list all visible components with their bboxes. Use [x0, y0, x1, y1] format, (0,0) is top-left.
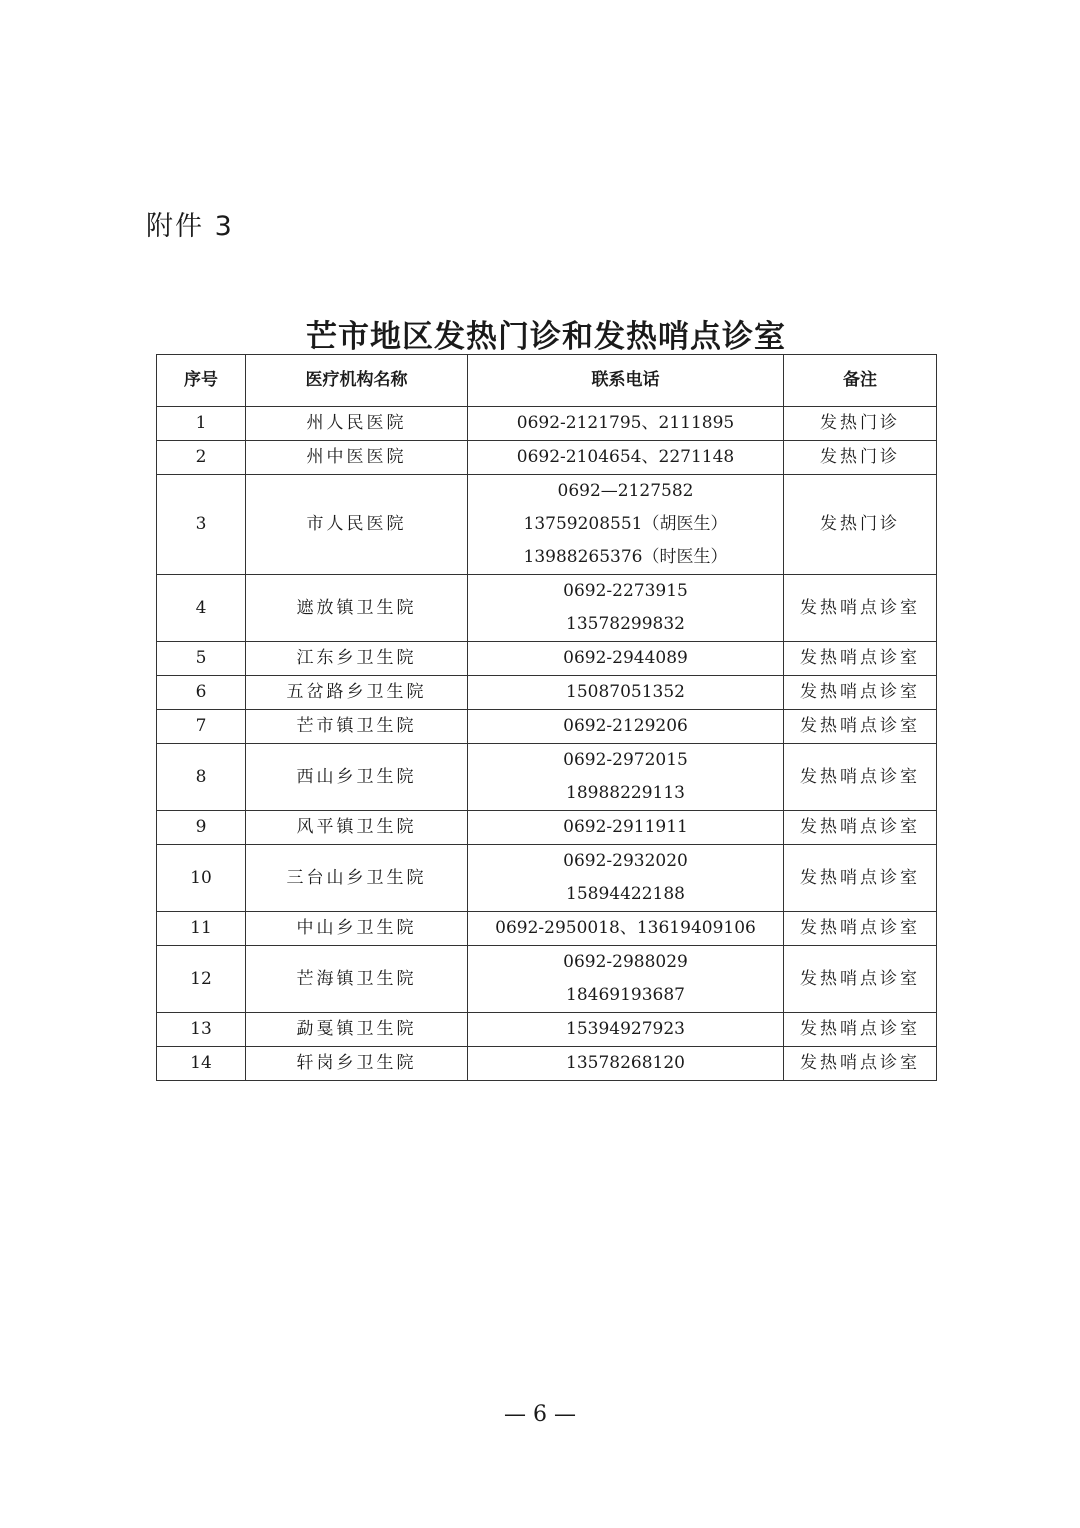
- table-row: [157, 575, 937, 642]
- row-institution-name: 中山乡卫生院: [246, 912, 468, 946]
- row-note: 发热哨点诊室: [784, 710, 937, 744]
- row-note: 发热门诊: [784, 407, 937, 441]
- row-serial: 14: [157, 1047, 246, 1081]
- phone-number: 0692-2273915: [563, 581, 688, 601]
- phone-number: 13578268120: [566, 1053, 685, 1073]
- table-header-row: [157, 355, 937, 407]
- phone-number: 0692-2950018、13619409106: [495, 918, 756, 938]
- phone-number: 0692-2932020: [563, 851, 688, 871]
- phone-number: 15894422188: [566, 884, 685, 904]
- row-institution-name: 勐戛镇卫生院: [246, 1013, 468, 1047]
- phone-number: 0692-2121795、2111895: [516, 413, 735, 433]
- table-row: [157, 475, 937, 575]
- page-number: — 6 —: [504, 1402, 576, 1427]
- row-institution-name: 市人民医院: [246, 475, 468, 575]
- row-note: 发热门诊: [784, 441, 937, 475]
- row-phone-cell: [468, 845, 784, 912]
- table-row: [157, 946, 937, 1013]
- phone-number: 0692-2988029: [563, 952, 688, 972]
- row-phone-cell: [468, 642, 784, 676]
- row-note: 发热哨点诊室: [784, 912, 937, 946]
- row-phone-cell: [468, 1013, 784, 1047]
- row-phone-cell: [468, 946, 784, 1013]
- row-institution-name: 州中医医院: [246, 441, 468, 475]
- row-institution-name: 遮放镇卫生院: [246, 575, 468, 642]
- attachment-label: 附件 3: [146, 211, 234, 242]
- header-note: 备注: [784, 355, 937, 407]
- row-institution-name: 五岔路乡卫生院: [246, 676, 468, 710]
- phone-number: 13759208551（胡医生）: [523, 514, 728, 534]
- row-phone-cell: [468, 575, 784, 642]
- phone-number: 0692-2129206: [563, 716, 688, 736]
- phone-number: 0692-2972015: [563, 750, 688, 770]
- phone-number: 18988229113: [566, 783, 685, 803]
- row-serial: 2: [157, 441, 246, 475]
- row-note: 发热门诊: [784, 475, 937, 575]
- row-note: 发热哨点诊室: [784, 744, 937, 811]
- phone-number: 15087051352: [566, 682, 685, 702]
- row-serial: 12: [157, 946, 246, 1013]
- row-note: 发热哨点诊室: [784, 1013, 937, 1047]
- table-row: [157, 912, 937, 946]
- row-phone-cell: [468, 1047, 784, 1081]
- row-phone-cell: [468, 710, 784, 744]
- phone-number: 0692—2127582: [557, 481, 694, 501]
- row-phone-cell: [468, 676, 784, 710]
- table-row: [157, 744, 937, 811]
- row-phone-cell: [468, 407, 784, 441]
- row-serial: 13: [157, 1013, 246, 1047]
- row-note: 发热哨点诊室: [784, 946, 937, 1013]
- header-serial: 序号: [157, 355, 246, 407]
- row-note: 发热哨点诊室: [784, 845, 937, 912]
- row-serial: 10: [157, 845, 246, 912]
- row-institution-name: 芒海镇卫生院: [246, 946, 468, 1013]
- row-note: 发热哨点诊室: [784, 642, 937, 676]
- table-row: [157, 845, 937, 912]
- row-serial: 9: [157, 811, 246, 845]
- phone-number: 13988265376（时医生）: [523, 547, 728, 567]
- table-row: [157, 441, 937, 475]
- table-row: [157, 811, 937, 845]
- row-institution-name: 轩岗乡卫生院: [246, 1047, 468, 1081]
- header-phone: 联系电话: [468, 355, 784, 407]
- phone-number: 13578299832: [566, 614, 685, 634]
- header-institution: 医疗机构名称: [246, 355, 468, 407]
- phone-number: 0692-2944089: [563, 648, 688, 668]
- row-institution-name: 芒市镇卫生院: [246, 710, 468, 744]
- phone-number: 18469193687: [566, 985, 685, 1005]
- row-institution-name: 风平镇卫生院: [246, 811, 468, 845]
- row-serial: 7: [157, 710, 246, 744]
- row-note: 发热哨点诊室: [784, 1047, 937, 1081]
- row-serial: 5: [157, 642, 246, 676]
- row-serial: 6: [157, 676, 246, 710]
- fever-clinic-table: [156, 354, 937, 1081]
- phone-number: 15394927923: [566, 1019, 685, 1039]
- row-serial: 8: [157, 744, 246, 811]
- row-phone-cell: [468, 475, 784, 575]
- phone-number: 0692-2104654、2271148: [516, 447, 735, 467]
- table-row: [157, 1013, 937, 1047]
- row-serial: 3: [157, 475, 246, 575]
- row-phone-cell: [468, 811, 784, 845]
- document-title: 芒市地区发热门诊和发热哨点诊室: [306, 319, 786, 355]
- row-institution-name: 江东乡卫生院: [246, 642, 468, 676]
- phone-number: 0692-2911911: [563, 817, 688, 837]
- row-phone-cell: [468, 912, 784, 946]
- table-row: [157, 642, 937, 676]
- row-serial: 1: [157, 407, 246, 441]
- row-serial: 4: [157, 575, 246, 642]
- table-row: [157, 407, 937, 441]
- row-institution-name: 三台山乡卫生院: [246, 845, 468, 912]
- table-row: [157, 676, 937, 710]
- table-row: [157, 710, 937, 744]
- row-note: 发热哨点诊室: [784, 811, 937, 845]
- row-phone-cell: [468, 744, 784, 811]
- row-phone-cell: [468, 441, 784, 475]
- row-note: 发热哨点诊室: [784, 676, 937, 710]
- row-institution-name: 州人民医院: [246, 407, 468, 441]
- row-serial: 11: [157, 912, 246, 946]
- row-institution-name: 西山乡卫生院: [246, 744, 468, 811]
- row-note: 发热哨点诊室: [784, 575, 937, 642]
- table-body: [157, 407, 937, 1081]
- table-row: [157, 1047, 937, 1081]
